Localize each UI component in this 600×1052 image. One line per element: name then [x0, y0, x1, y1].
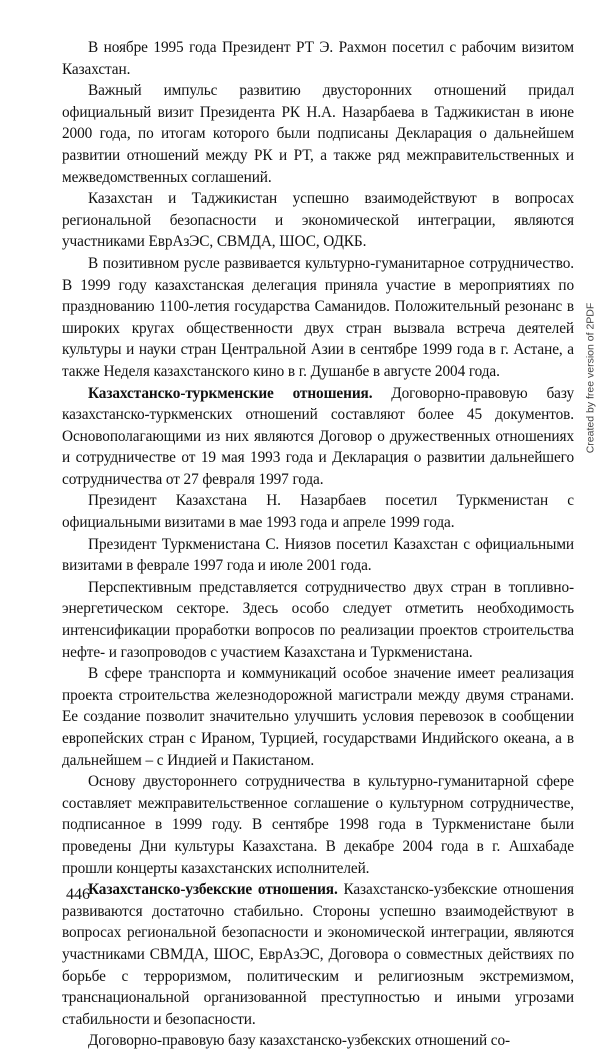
watermark-text: Created by free version of 2PDF	[584, 302, 597, 454]
paragraph	[62, 1030, 574, 1052]
paragraph-text: Казахстанско-узбекские отношения развиваются достаточно стабильно. Стороны успешно взаимодействуют в вопросах региональной безопасности и экономической интеграции, являются участниками СВМДА, ШОС, ЕврАзЭС, Договора о совместных действиях по борьбе с терроризмом, политическим и религиозным экстремизмом, транснациональной организованной преступностью и иными угрозами стабильности и безопасности.	[62, 881, 574, 1028]
paragraph	[62, 879, 574, 1030]
paragraph-text: В позитивном русле развивается культурно-гуманитарное сотрудничество. В 1999 году казахстанская делегация приняла участие в мероприятиях по празднованию 1100-летия государства Саманидов. Положительный резонанс в широких кругах общественности двух стран вызвала встреча деятелей культуры и науки стран Центральной Азии в сентябре 1999 года в г. Астане, а также Неделя казахстанского кино в г. Душанбе в августе 2004 года.	[62, 254, 574, 380]
page-number: 446	[66, 886, 90, 903]
paragraph	[62, 534, 574, 577]
paragraph	[62, 383, 574, 491]
paragraph	[62, 253, 574, 383]
paragraph-text: Основу двустороннего сотрудничества в культурно-гуманитарной сфере составляет межправительственное соглашение о культурном сотрудничестве, подписанное в 1999 году. В сентябре 1998 года в Туркменистане были проведены Дни культуры Казахстана. В декабре 2004 года в г. Ашхабаде прошли концерты казахстанских исполнителей.	[62, 773, 574, 877]
paragraph-text: В сфере транспорта и коммуникаций особое значение имеет реализация проекта строительства железнодорожной магистрали между двумя странами. Ее создание позволит значительно улучшить условия перевозок в сообщении европейских стран с Ираном, Турцией, государствами Индийского океана, а в дальнейшем – с Индией и Пакистаном.	[62, 665, 574, 769]
paragraph	[62, 490, 574, 533]
paragraph-text: Президент Туркменистана С. Ниязов посетил Казахстан с официальными визитами в феврале 1997 года и июле 2001 года.	[62, 535, 574, 575]
body-text	[62, 37, 574, 1052]
paragraph-text: Перспективным представляется сотрудничество двух стран в топливно-энергетическом секторе. Здесь особо следует отметить необходимость интенсификации проработки вопросов по реализации проектов строительства нефте- и газопроводов с участием Казахстана и Туркменистана.	[62, 578, 574, 661]
paragraph-text: Казахстан и Таджикистан успешно взаимодействуют в вопросах региональной безопасности и экономической интеграции, являются участниками ЕврАзЭС, СВМДА, ШОС, ОДКБ.	[62, 190, 574, 251]
section-heading-uzbek: Казахстанско-узбекские отношения.	[88, 881, 338, 899]
paragraph	[62, 663, 574, 771]
paragraph-text: Договорно-правовую базу казахстанско-узбекских отношений со-	[88, 1032, 511, 1050]
paragraph	[62, 37, 574, 80]
paragraph-text: В ноябре 1995 года Президент РТ Э. Рахмон посетил с рабочим визитом Казахстан.	[62, 39, 574, 78]
paragraph-text: Важный импульс развитию двусторонних отношений придал официальный визит Президента РК Н.А. Назарбаева в Таджикистан в июне 2000 года, по итогам которого были подписаны Декларация о дальнейшем развитии отношений между РК и РТ, а также ряд межправительственных и межведомственных соглашений.	[62, 82, 574, 186]
paragraph-text: Президент Казахстана Н. Назарбаев посетил Туркменистан с официальными визитами в мае 1993 года и апреле 1999 года.	[62, 492, 574, 532]
paragraph-text: Договорно-правовую базу казахстанско-туркменских отношений составляют более 45 документов. Основополагающими из них являются Договор о дружественных отношениях и сотрудничестве от 19 мая 1993 года и Декларация о развитии дальнейшего сотрудничества от 27 февраля 1997 года.	[62, 384, 575, 488]
paragraph	[62, 188, 574, 253]
paragraph	[62, 771, 574, 879]
paragraph	[62, 577, 574, 663]
paragraph	[62, 80, 574, 188]
section-heading-turkmen: Казахстанско-туркменские отношения.	[88, 384, 373, 402]
watermark-strip	[578, 168, 600, 588]
